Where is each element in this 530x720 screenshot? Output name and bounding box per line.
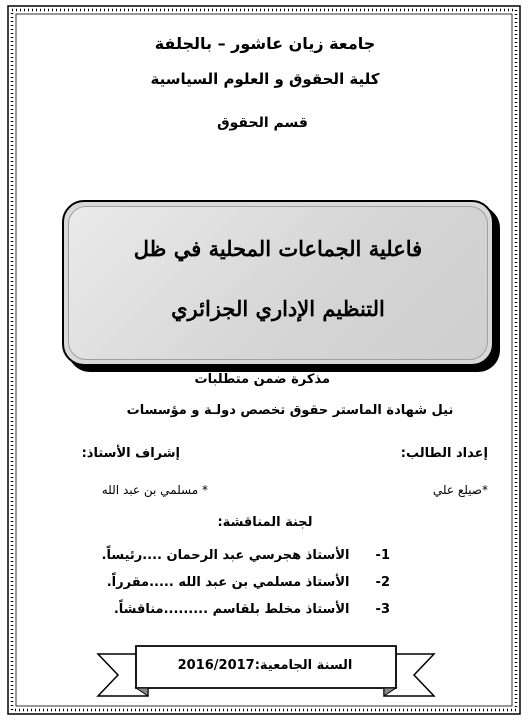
committee-member-1 bbox=[102, 548, 390, 563]
committee-member-2 bbox=[107, 575, 390, 590]
memo-line2: نيل شهادة الماستر حقوق تخصص دولـة و مؤسسات bbox=[126, 403, 454, 418]
memo-line1: مذكرة ضمن متطلبات bbox=[194, 372, 330, 387]
student-name: *صيلع علي bbox=[432, 483, 488, 497]
member-text: الأستاذ مسلمي بن عبد الله .....مقرراً. bbox=[106, 575, 350, 590]
member-number: 2- bbox=[375, 575, 390, 590]
committee-label: لجنة المناقشة: bbox=[217, 515, 313, 530]
supervised-by-label: إشراف الأستاذ: bbox=[81, 446, 180, 461]
thesis-title-line1: فاعلية الجماعات المحلية في ظل bbox=[133, 236, 423, 261]
academic-year: السنة الجامعية:2016/2017 bbox=[177, 658, 353, 673]
faculty-name: كلية الحقوق و العلوم السياسية bbox=[150, 70, 380, 88]
thesis-title-line2: التنظيم الإداري الجزائري bbox=[171, 296, 385, 321]
member-number: 3- bbox=[375, 602, 390, 617]
supervisor-name: * مسلمي بن عبد الله bbox=[101, 483, 208, 497]
department-name: قسم الحقوق bbox=[217, 115, 308, 131]
prepared-by-label: إعداد الطالب: bbox=[400, 446, 488, 461]
committee-member-3 bbox=[114, 602, 390, 617]
member-number: 1- bbox=[375, 548, 390, 563]
thesis-title-box bbox=[62, 200, 494, 366]
university-name: جامعة زيان عاشور – بالجلفة bbox=[154, 34, 376, 53]
member-text: الأستاذ مخلط بلقاسم .........مناقشاً. bbox=[113, 602, 350, 617]
title-box-bevel bbox=[68, 206, 488, 360]
member-text: الأستاذ هجرسي عبد الرحمان ....رئيساً. bbox=[101, 548, 350, 563]
